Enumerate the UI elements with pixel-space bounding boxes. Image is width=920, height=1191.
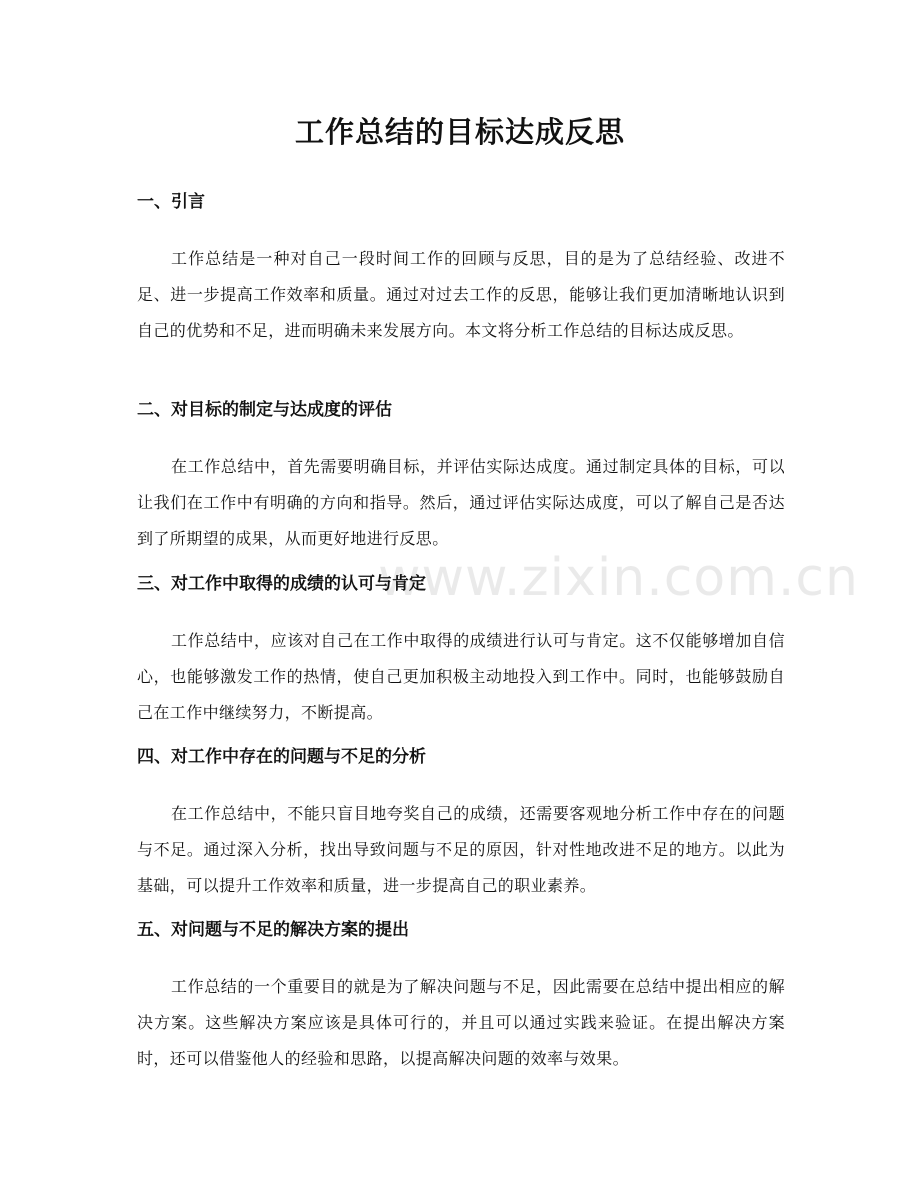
- section-heading: 三、对工作中取得的成绩的认可与肯定: [137, 574, 426, 594]
- section-introduction: [137, 189, 785, 349]
- section-goal-evaluation: [137, 397, 785, 557]
- section-heading: 一、引言: [137, 192, 205, 212]
- section-paragraph: 工作总结的一个重要目的就是为了解决问题与不足，因此需要在总结中提出相应的解决方案。这些解决方案应该是具体可行的，并且可以通过实践来验证。在提出解决方案时，还可以借鉴他人的经验和思路，以提高解决问题的效率与效果。: [137, 977, 785, 1068]
- section-achievements: [137, 571, 785, 731]
- section-paragraph: 工作总结中，应该对自己在工作中取得的成绩进行认可与肯定。这不仅能够增加自信心，也能够激发工作的热情，使自己更加积极主动地投入到工作中。同时，也能够鼓励自己在工作中继续努力，不断提高。: [137, 631, 785, 722]
- section-paragraph: 在工作总结中，首先需要明确目标，并评估实际达成度。通过制定具体的目标，可以让我们在工作中有明确的方向和指导。然后，通过评估实际达成度，可以了解自己是否达到了所期望的成果，从而更好地进行反思。: [137, 457, 785, 548]
- section-problem-analysis: [137, 744, 785, 904]
- section-heading: 二、对目标的制定与达成度的评估: [137, 400, 392, 420]
- section-heading: 四、对工作中存在的问题与不足的分析: [137, 747, 426, 767]
- section-solutions: [137, 917, 785, 1077]
- section-paragraph: 工作总结是一种对自己一段时间工作的回顾与反思，目的是为了总结经验、改进不足、进一步提高工作效率和质量。通过对过去工作的反思，能够让我们更加清晰地认识到自己的优势和不足，进而明确未来发展方向。本文将分析工作总结的目标达成反思。: [137, 249, 785, 340]
- section-paragraph: 在工作总结中，不能只盲目地夸奖自己的成绩，还需要客观地分析工作中存在的问题与不足。通过深入分析，找出导致问题与不足的原因，针对性地改进不足的地方。以此为基础，可以提升工作效率和质量，进一步提高自己的职业素养。: [137, 804, 785, 895]
- section-heading: 五、对问题与不足的解决方案的提出: [137, 920, 409, 940]
- watermark: www.zixin.com.cn: [378, 548, 859, 608]
- document-title: 工作总结的目标达成反思: [294, 115, 625, 149]
